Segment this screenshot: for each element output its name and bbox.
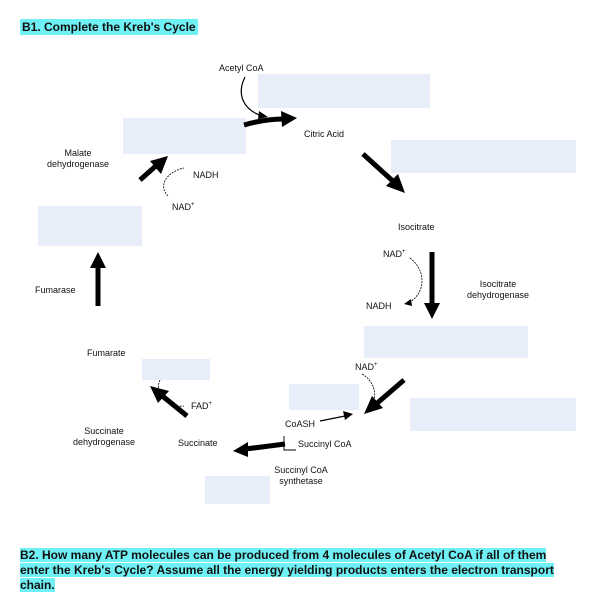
arrow-malate-dehydrogenase: [140, 156, 168, 180]
nad-to-nadh-side-arrow-1: [410, 258, 422, 302]
label-fumarase: Fumarase: [35, 285, 76, 295]
arrow-to-fumarate: [150, 386, 187, 416]
arrow-to-succinyl-coa: [364, 380, 404, 414]
label-fad: FAD+: [191, 401, 213, 411]
section-b1-title: B1. Complete the Kreb's Cycle: [22, 20, 196, 34]
label-isocitrate: Isocitrate: [398, 222, 435, 232]
label-nad-plus-2: NAD+: [355, 362, 378, 372]
coash-arrow: [320, 411, 353, 421]
label-acetyl-coa: Acetyl CoA: [219, 63, 264, 73]
arrow-to-citric-acid: [244, 111, 297, 127]
arrow-to-succinate: [233, 442, 285, 457]
label-nadh-1: NADH: [366, 301, 392, 311]
arrow-isocitrate-dehydrogenase: [424, 252, 440, 319]
label-succinate-dehydrogenase: Succinate dehydrogenase: [72, 426, 136, 447]
label-citric-acid: Citric Acid: [304, 129, 345, 139]
label-succinyl-coa: Succinyl CoA: [298, 439, 352, 449]
label-nad-plus-1: NAD+: [383, 249, 406, 259]
label-isocitrate-dehydrogenase: Isocitrate dehydrogenase: [466, 279, 530, 300]
acetyl-coa-entry-arrow: [241, 77, 262, 116]
label-succinate: Succinate: [178, 438, 218, 448]
label-succinyl-coa-synthetase: Succinyl CoA synthetase: [274, 465, 328, 486]
nad-to-nadh-side-arrow-3: [164, 168, 184, 196]
arrow-fumarase: [90, 252, 106, 306]
succinyl-coa-bracket: [284, 436, 296, 450]
label-malate-dehydrogenase: Malate dehydrogenase: [46, 148, 110, 169]
label-coash: CoASH: [285, 419, 316, 429]
arrow-to-isocitrate: [363, 154, 405, 193]
label-nadh-3: NADH: [193, 170, 219, 180]
label-fumarate: Fumarate: [87, 348, 126, 358]
section-b2-question-text: B2. How many ATP molecules can be produced from 4 molecules of Acetyl CoA if all of them enter the Kreb's Cycle? Assume all the energy yielding products enters the electron transport chain.: [20, 548, 554, 592]
section-b2-question: [20, 548, 572, 593]
label-nad-plus-3: NAD+: [172, 202, 195, 212]
